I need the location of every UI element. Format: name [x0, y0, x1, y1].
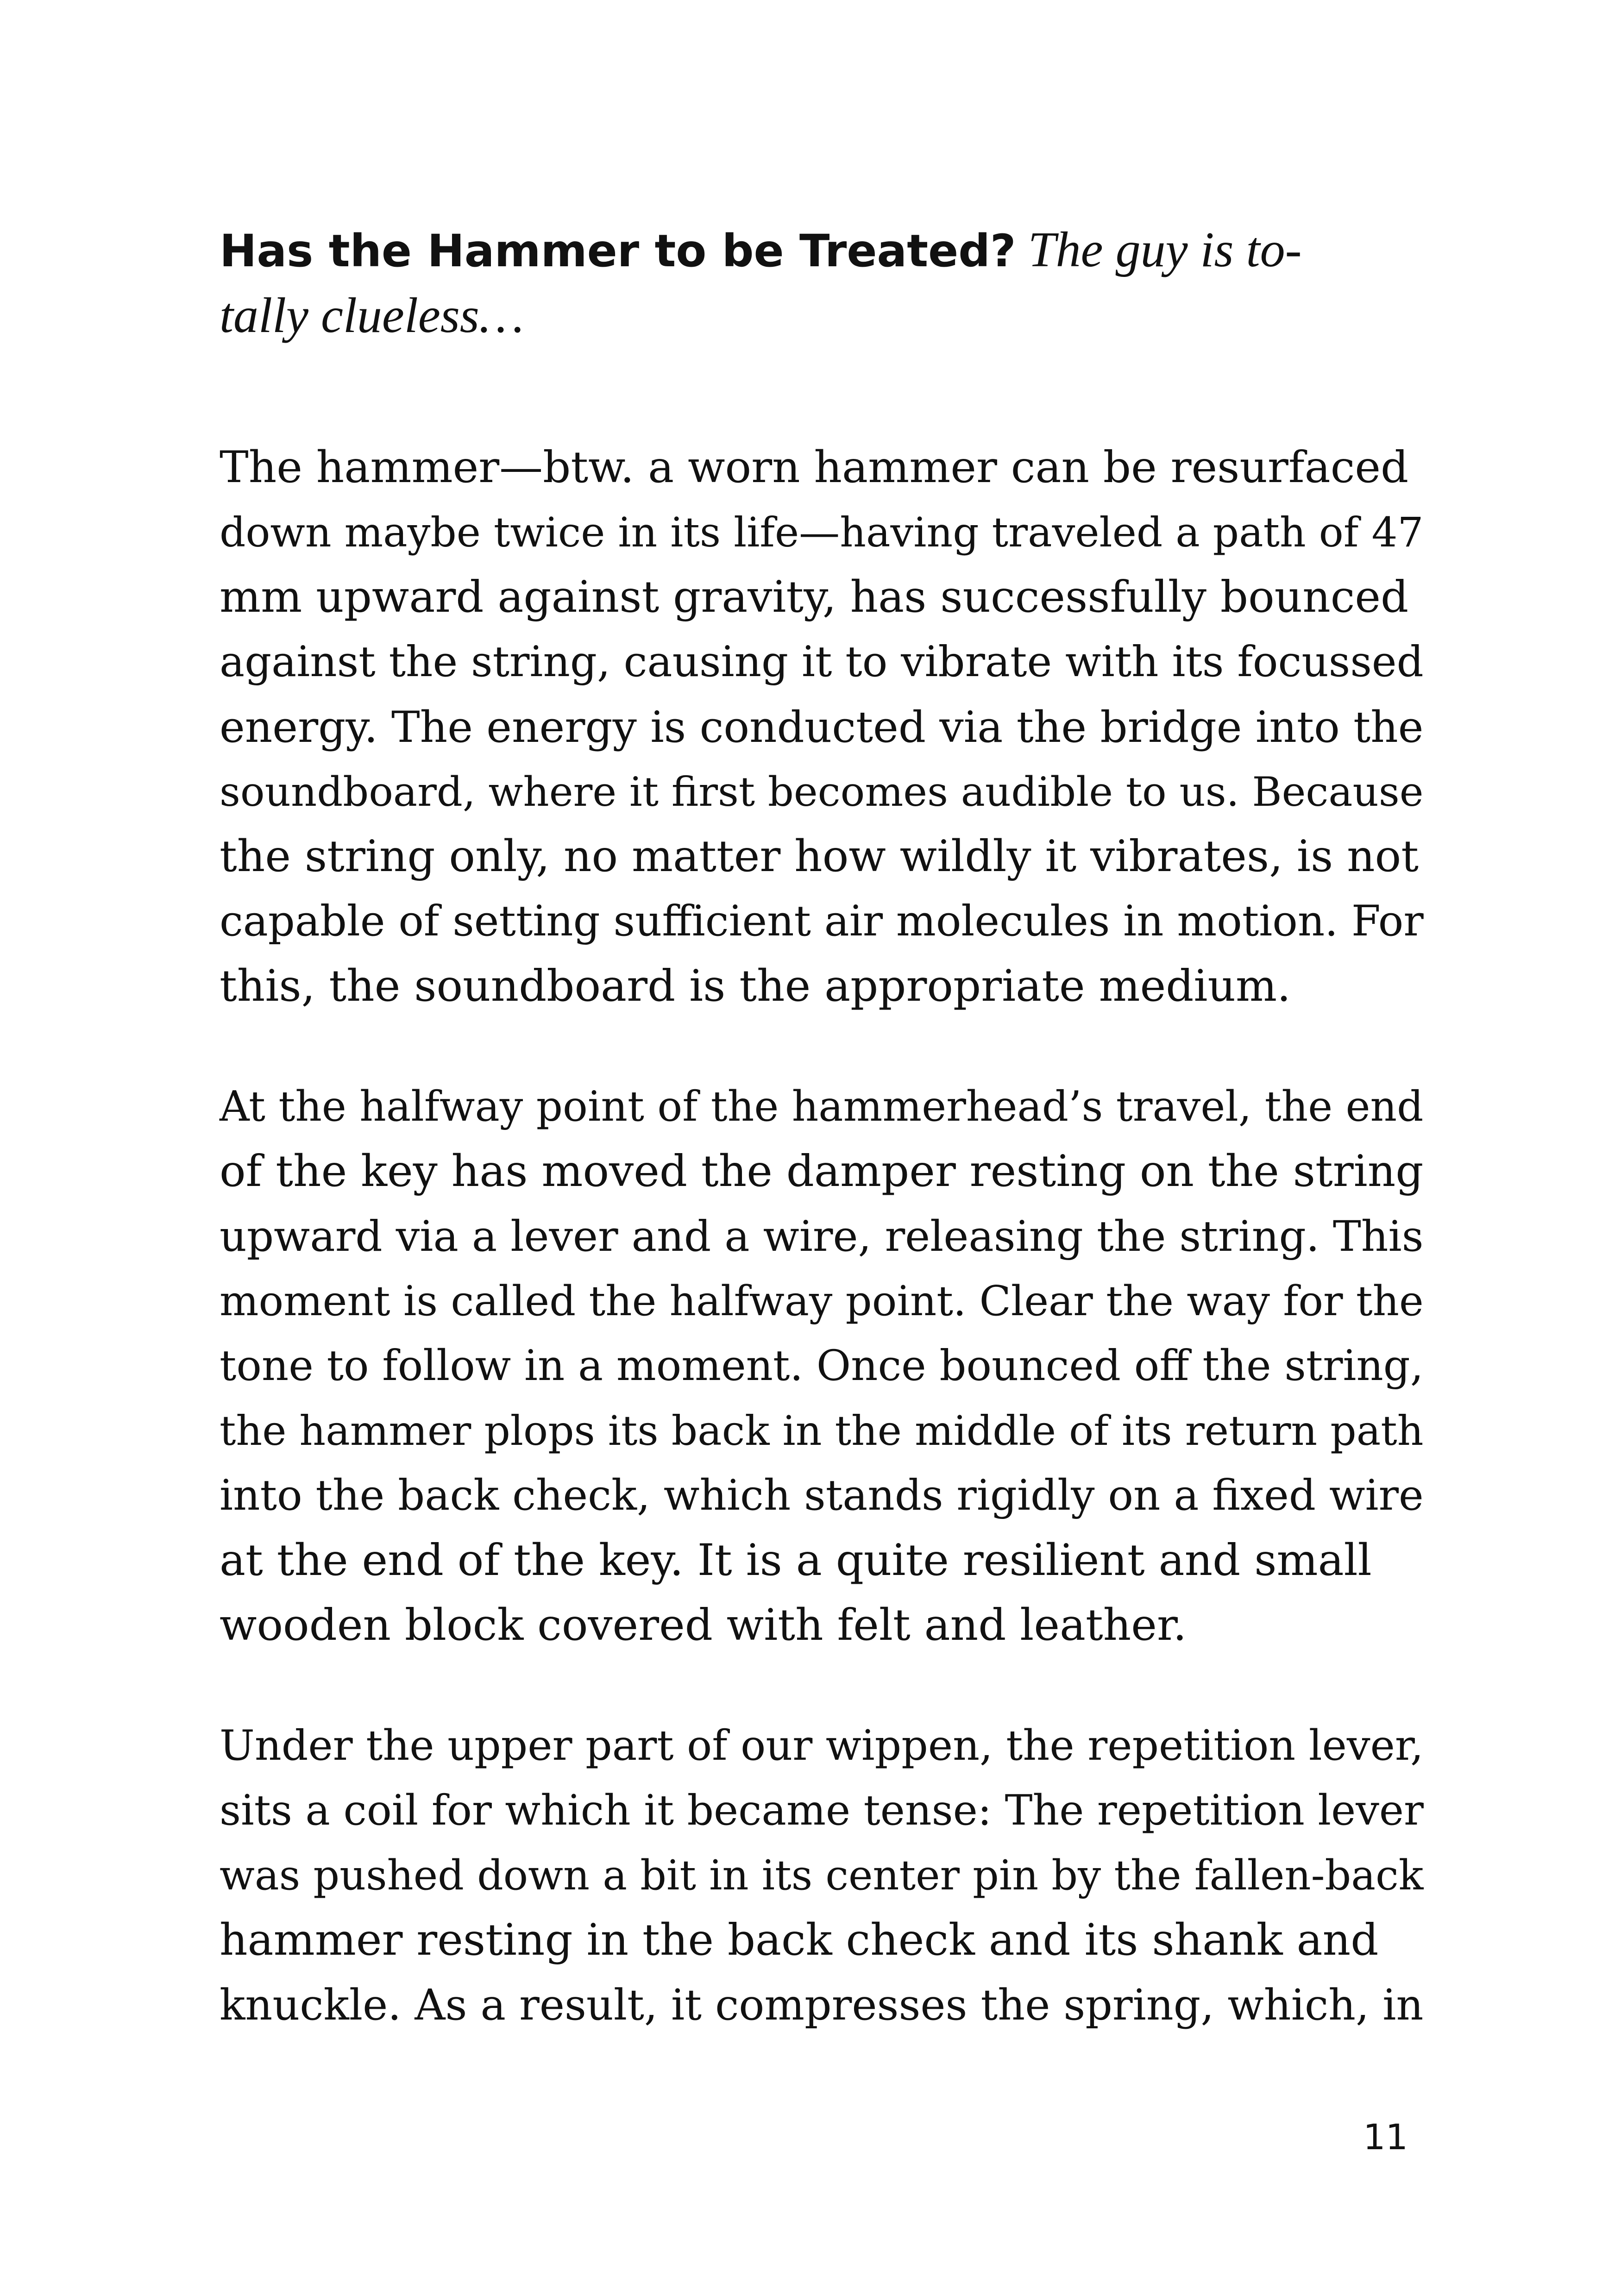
paragraph-line: upward via a lever and a wire, releasing the string. This	[220, 1211, 1424, 1261]
paragraph-1	[220, 435, 1424, 1019]
paragraph-line: against the string, causing it to vibrate with its focussed	[220, 638, 1424, 686]
section-heading	[220, 218, 1424, 348]
paragraph-line: energy. The energy is conducted via the bridge into the	[220, 702, 1424, 752]
paragraph-line: mm upward against gravity, has successfully bounced	[220, 572, 1409, 622]
paragraph-line: sits a coil for which it became tense: The repetition lever	[220, 1787, 1424, 1835]
paragraph-line: into the back check, which stands rigidly on a fixed wire	[220, 1471, 1424, 1520]
paragraph-line: Under the upper part of our wippen, the repetition lever,	[220, 1721, 1424, 1770]
paragraph-line: down maybe twice in its life—having traveled a path of 47	[220, 508, 1424, 556]
heading-title: Has the Hammer to be Treated?	[220, 225, 1016, 277]
heading-subtitle-part-1: The guy is to-	[1028, 222, 1302, 277]
paragraph-line: The hammer—btw. a worn hammer can be resurfaced	[220, 442, 1409, 493]
paragraph-line: the hammer plops its back in the middle of its return path	[220, 1407, 1424, 1455]
paragraph-line: this, the soundboard is the appropriate medium.	[220, 961, 1291, 1011]
paragraph-2	[220, 1074, 1424, 1658]
paragraph-line: capable of setting sufficient air molecules in motion. For	[220, 897, 1424, 946]
page-number: 11	[1363, 2116, 1408, 2158]
paragraph-3	[220, 1713, 1424, 2038]
paragraph-line: of the key has moved the damper resting on the string	[220, 1146, 1424, 1197]
paragraph-line: tone to follow in a moment. Once bounced off the string,	[220, 1342, 1424, 1390]
paragraph-line: soundboard, where it first becomes audible to us. Because	[220, 768, 1424, 816]
paragraph-line: moment is called the halfway point. Clear the way for the	[220, 1277, 1424, 1325]
paragraph-line: wooden block covered with felt and leather.	[220, 1600, 1187, 1650]
paragraph-line: was pushed down a bit in its center pin by the fallen-back	[220, 1851, 1424, 1899]
paragraph-line: At the halfway point of the hammerhead’s travel, the end	[220, 1083, 1424, 1131]
paragraph-line: knuckle. As a result, it compresses the spring, which, in	[220, 1980, 1424, 2030]
heading-subtitle-part-2: tally clueless…	[220, 288, 524, 343]
text-column	[220, 218, 1424, 2030]
paragraph-line: at the end of the key. It is a quite resilient and small	[220, 1535, 1372, 1586]
heading-line-1	[220, 218, 1424, 283]
paragraph-line: hammer resting in the back check and its shank and	[220, 1915, 1379, 1965]
paragraph-line: the string only, no matter how wildly it vibrates, is not	[220, 831, 1419, 882]
